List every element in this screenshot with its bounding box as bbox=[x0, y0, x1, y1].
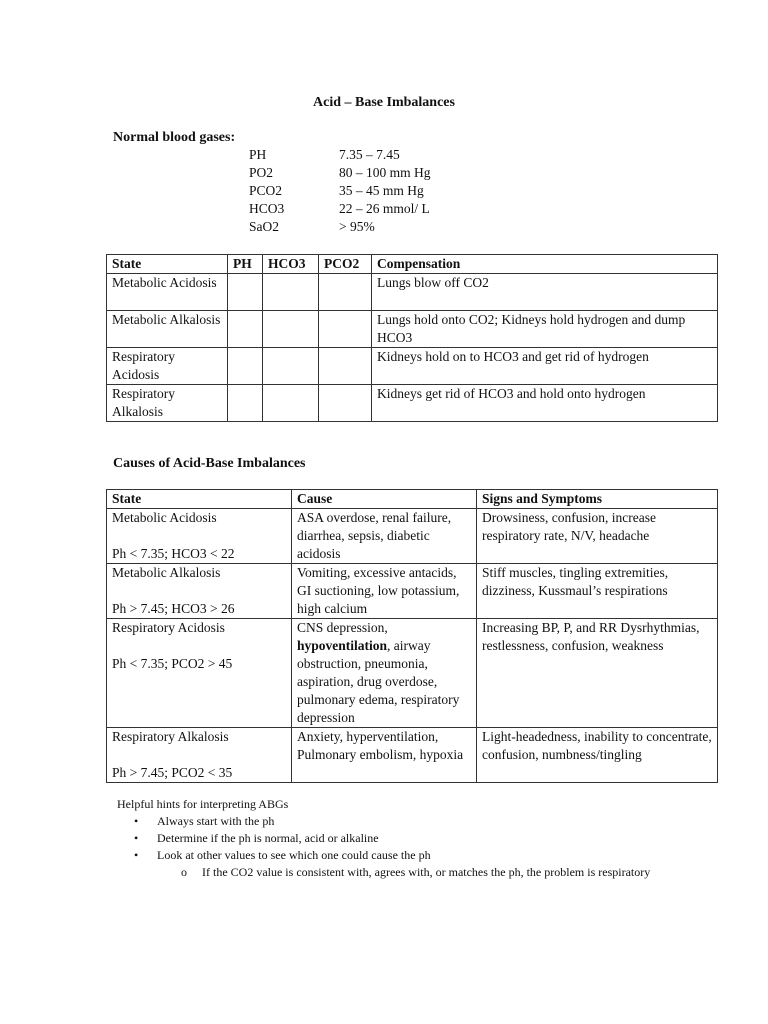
cause-cell: Vomiting, excessive antacids, GI suctioning, low potassium, high calcium bbox=[292, 564, 477, 619]
compensation-cell: Kidneys get rid of HCO3 and hold onto hydrogen bbox=[372, 385, 718, 422]
normal-value-row bbox=[249, 164, 499, 182]
pco2-cell bbox=[319, 385, 372, 422]
column-header: Compensation bbox=[372, 255, 718, 274]
column-header: PH bbox=[228, 255, 263, 274]
column-header: PCO2 bbox=[319, 255, 372, 274]
state-criteria: Ph > 7.45; HCO3 > 26 bbox=[112, 601, 235, 616]
cause-text: , airway obstruction, pneumonia, aspiration, drug overdose, pulmonary edema, respiratory depression bbox=[297, 638, 460, 725]
table-row bbox=[107, 311, 718, 348]
state-cell: Respiratory Alkalosis bbox=[107, 385, 228, 422]
bullet-icon: • bbox=[134, 814, 139, 828]
normal-values-list bbox=[249, 146, 499, 236]
signs-cell: Stiff muscles, tingling extremities, dizziness, Kussmaul’s respirations bbox=[477, 564, 718, 619]
normal-value-row bbox=[249, 146, 499, 164]
state-cell bbox=[107, 619, 292, 728]
column-header: Signs and Symptoms bbox=[477, 490, 718, 509]
hint-text: Determine if the ph is normal, acid or alkaline bbox=[157, 831, 379, 845]
column-header: HCO3 bbox=[263, 255, 319, 274]
cause-cell: ASA overdose, renal failure, diarrhea, sepsis, diabetic acidosis bbox=[292, 509, 477, 564]
list-item bbox=[117, 830, 657, 847]
hco3-cell bbox=[263, 385, 319, 422]
state-cell bbox=[107, 509, 292, 564]
hint-text: If the CO2 value is consistent with, agrees with, or matches the ph, the problem is respiratory bbox=[202, 865, 651, 879]
page-title: Acid – Base Imbalances bbox=[313, 95, 455, 110]
bullet-icon: • bbox=[134, 831, 139, 845]
pco2-cell bbox=[319, 274, 372, 311]
gas-name: PCO2 bbox=[249, 183, 283, 198]
column-header: Cause bbox=[292, 490, 477, 509]
state-cell bbox=[107, 564, 292, 619]
causes-heading: Causes of Acid-Base Imbalances bbox=[113, 456, 306, 471]
state-cell bbox=[107, 728, 292, 783]
signs-cell: Drowsiness, confusion, increase respiratory rate, N/V, headache bbox=[477, 509, 718, 564]
column-header: State bbox=[107, 255, 228, 274]
table-row bbox=[107, 728, 718, 783]
table-row bbox=[107, 619, 718, 728]
hco3-cell bbox=[263, 348, 319, 385]
normal-value-row bbox=[249, 218, 499, 236]
signs-cell: Light-headedness, inability to concentrate, confusion, numbness/tingling bbox=[477, 728, 718, 783]
gas-range: 35 – 45 mm Hg bbox=[339, 183, 424, 198]
helpful-hints bbox=[117, 796, 657, 881]
compensation-cell: Lungs hold onto CO2; Kidneys hold hydrogen and dump HCO3 bbox=[372, 311, 718, 348]
sub-list-item bbox=[117, 864, 657, 881]
bullet-icon: • bbox=[134, 848, 139, 862]
gas-range: 7.35 – 7.45 bbox=[339, 147, 400, 162]
cause-cell bbox=[292, 619, 477, 728]
table-row bbox=[107, 274, 718, 311]
normal-blood-gases-heading: Normal blood gases: bbox=[113, 130, 236, 145]
gas-range: > 95% bbox=[339, 219, 375, 234]
hints-heading: Helpful hints for interpreting ABGs bbox=[117, 797, 289, 811]
state-criteria: Ph > 7.45; PCO2 < 35 bbox=[112, 765, 233, 780]
state-name: Metabolic Acidosis bbox=[112, 510, 217, 525]
list-item bbox=[117, 813, 657, 830]
gas-name: PO2 bbox=[249, 165, 274, 180]
gas-name: PH bbox=[249, 147, 267, 162]
state-criteria: Ph < 7.35; HCO3 < 22 bbox=[112, 546, 235, 561]
causes-table bbox=[106, 489, 718, 783]
ph-cell bbox=[228, 311, 263, 348]
state-name: Metabolic Alkalosis bbox=[112, 565, 221, 580]
table-header-row bbox=[107, 255, 718, 274]
normal-value-row bbox=[249, 182, 499, 200]
table-row bbox=[107, 385, 718, 422]
normal-value-row bbox=[249, 200, 499, 218]
hco3-cell bbox=[263, 311, 319, 348]
table-row bbox=[107, 509, 718, 564]
ph-cell bbox=[228, 385, 263, 422]
compensation-cell: Lungs blow off CO2 bbox=[372, 274, 718, 311]
cause-emphasis: hypoventilation bbox=[297, 638, 388, 653]
ph-cell bbox=[228, 348, 263, 385]
gas-range: 80 – 100 mm Hg bbox=[339, 165, 431, 180]
state-cell: Respiratory Acidosis bbox=[107, 348, 228, 385]
signs-cell: Increasing BP, P, and RR Dysrhythmias, restlessness, confusion, weakness bbox=[477, 619, 718, 728]
gas-name: SaO2 bbox=[249, 219, 279, 234]
circle-bullet-icon: o bbox=[181, 865, 187, 879]
pco2-cell bbox=[319, 348, 372, 385]
hint-text: Look at other values to see which one could cause the ph bbox=[157, 848, 431, 862]
table-header-row bbox=[107, 490, 718, 509]
column-header: State bbox=[107, 490, 292, 509]
hint-text: Always start with the ph bbox=[157, 814, 275, 828]
table-row bbox=[107, 564, 718, 619]
state-criteria: Ph < 7.35; PCO2 > 45 bbox=[112, 656, 233, 671]
gas-name: HCO3 bbox=[249, 201, 285, 216]
state-cell: Metabolic Acidosis bbox=[107, 274, 228, 311]
pco2-cell bbox=[319, 311, 372, 348]
hco3-cell bbox=[263, 274, 319, 311]
hints-list bbox=[117, 813, 657, 881]
state-name: Respiratory Acidosis bbox=[112, 620, 225, 635]
list-item bbox=[117, 847, 657, 864]
compensation-cell: Kidneys hold on to HCO3 and get rid of hydrogen bbox=[372, 348, 718, 385]
ph-cell bbox=[228, 274, 263, 311]
state-name: Respiratory Alkalosis bbox=[112, 729, 229, 744]
state-cell: Metabolic Alkalosis bbox=[107, 311, 228, 348]
cause-cell: Anxiety, hyperventilation, Pulmonary embolism, hypoxia bbox=[292, 728, 477, 783]
compensation-table bbox=[106, 254, 718, 422]
gas-range: 22 – 26 mmol/ L bbox=[339, 201, 430, 216]
table-row bbox=[107, 348, 718, 385]
cause-text: CNS depression, bbox=[297, 620, 388, 635]
